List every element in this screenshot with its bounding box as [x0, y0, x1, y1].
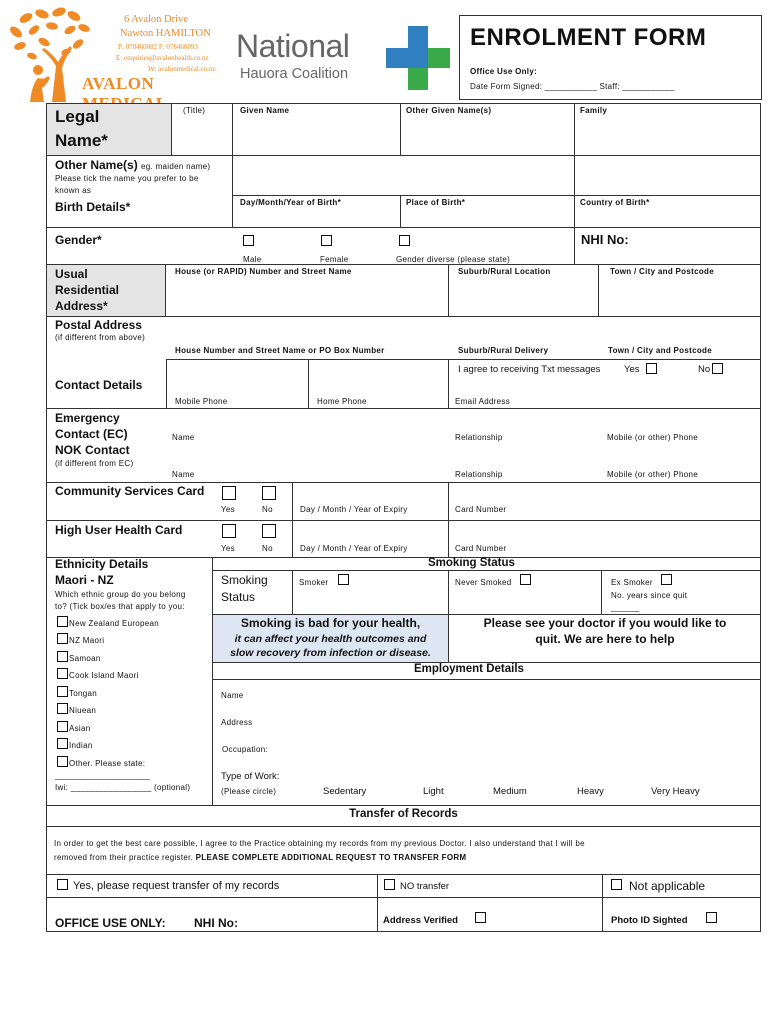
nok-relationship-label: Relationship [455, 470, 503, 479]
transfer-text-2 [54, 853, 466, 862]
eth-samoan-checkbox[interactable] [57, 651, 68, 662]
other-names-note-1: Please tick the name you prefer to be [55, 174, 199, 183]
emergency-label-3: NOK Contact [55, 443, 130, 457]
huhc-card-number-label: Card Number [455, 544, 507, 553]
nhc-name-2: Hauora Coalition [240, 66, 349, 82]
txt-no-label: No [698, 364, 711, 375]
other-names-hint: eg. maiden name) [141, 162, 211, 171]
eth-tongan-label: Tongan [69, 689, 98, 698]
csc-label: Community Services Card [55, 484, 205, 498]
nok-name-label: Name [172, 470, 195, 479]
email-label: Email Address [455, 397, 511, 406]
eth-samoan-label: Samoan [69, 654, 101, 663]
work-sedentary-option[interactable]: Sedentary [323, 786, 367, 797]
ethnicity-label: Ethnicity Details [55, 557, 149, 571]
transfer-text-2a: removed from their practice register. [54, 853, 196, 862]
country-of-birth-label: Country of Birth* [580, 198, 650, 207]
birth-details-label: Birth Details* [55, 200, 131, 214]
male-label: Male [243, 255, 262, 264]
clinic-address-2: Nawton HAMILTON [120, 28, 211, 39]
clinic-phone: P: 078460082 F: 078460093 [118, 43, 198, 51]
smoking-warning-3: slow recovery from infection or disease. [230, 647, 431, 659]
legal-name-label-2: Name* [55, 131, 108, 150]
please-circle-label: (Please circle) [221, 787, 277, 796]
residential-suburb-label: Suburb/Rural Location [458, 267, 551, 276]
csc-no-checkbox[interactable] [262, 486, 276, 500]
emergency-label-1: Emergency [55, 411, 120, 425]
clinic-email: E: enquiries@avalonhealth.co.nz [116, 54, 209, 62]
ex-smoker-label: Ex Smoker [611, 578, 653, 587]
gender-label: Gender* [55, 233, 102, 247]
never-smoked-label: Never Smoked [455, 578, 512, 587]
postal-house-label: House Number and Street Name or PO Box Number [175, 346, 385, 355]
mobile-phone-label: Mobile Phone [175, 397, 228, 406]
other-given-name-label: Other Given Name(s) [406, 106, 492, 115]
legal-name-label: Legal [55, 107, 100, 126]
address-verified-label: Address Verified [383, 915, 458, 926]
eth-niuean-label: Niuean [69, 706, 97, 715]
female-checkbox[interactable] [321, 235, 332, 246]
postal-note: (if different from above) [55, 333, 146, 342]
eth-nz-european-label: New Zealand European [69, 619, 160, 628]
transfer-na-label: Not applicable [629, 879, 706, 893]
date-signed-field[interactable]: Date Form Signed: ___________ Staff: ___________ [470, 82, 675, 91]
work-light-option[interactable]: Light [423, 786, 444, 797]
smoking-label-2: Status [221, 590, 256, 604]
huhc-expiry-label: Day / Month / Year of Expiry [300, 544, 408, 553]
photo-id-label: Photo ID Sighted [611, 915, 688, 926]
transfer-text-2b: PLEASE COMPLETE ADDITIONAL REQUEST TO TRANSFER FORM [195, 853, 467, 862]
csc-yes-label: Yes [221, 505, 235, 514]
nhi-label: NHI No: [581, 232, 629, 247]
work-very-heavy-option[interactable]: Very Heavy [651, 786, 700, 797]
ec-relationship-label: Relationship [455, 433, 503, 442]
txt-yes-checkbox[interactable] [646, 363, 657, 374]
huhc-no-label: No [262, 544, 273, 553]
office-use-only-label: OFFICE USE ONLY: [55, 916, 166, 930]
female-label: Female [320, 255, 349, 264]
huhc-no-checkbox[interactable] [262, 524, 276, 538]
see-doctor-1: Please see your doctor if you would like to [483, 616, 727, 630]
nhc-cross-icon [386, 26, 450, 92]
ec-mobile-label: Mobile (or other) Phone [607, 433, 698, 442]
residential-label-3: Address* [55, 299, 108, 313]
ec-name-label: Name [172, 433, 195, 442]
office-nhi-label: NHI No: [194, 916, 238, 930]
photo-id-checkbox[interactable] [706, 912, 717, 923]
csc-yes-checkbox[interactable] [222, 486, 236, 500]
office-use-label: Office Use Only: [470, 67, 538, 76]
eth-other-label: Other. Please state: [69, 759, 146, 768]
smoking-label-1: Smoking [221, 573, 268, 587]
eth-indian-checkbox[interactable] [57, 738, 68, 749]
smoker-checkbox[interactable] [338, 574, 349, 585]
transfer-na-checkbox[interactable] [611, 879, 622, 890]
years-since-quit-label: No. years since quit [611, 591, 688, 600]
maori-label: Maori - NZ [55, 573, 114, 587]
smoking-status-header: Smoking Status [428, 557, 515, 569]
clinic-web: W: avalonmedical.co.nz [148, 65, 216, 73]
eth-other-line[interactable]: ____________________ [55, 771, 150, 780]
occupation-label: Occupation: [222, 745, 268, 754]
ethnicity-question-2: to? (Tick box/es that apply to you: [55, 602, 185, 611]
place-of-birth-label: Place of Birth* [406, 198, 466, 207]
employment-header: Employment Details [414, 663, 524, 675]
txt-consent-label: I agree to receiving Txt messages [458, 364, 601, 375]
nok-note: (if different from EC) [55, 459, 134, 468]
employment-address-label: Address [221, 718, 253, 727]
txt-yes-label: Yes [624, 364, 640, 375]
smoking-warning-2: it can affect your health outcomes and [234, 633, 427, 645]
eth-indian-label: Indian [69, 741, 93, 750]
smoking-warning-1: Smoking is bad for your health, [240, 616, 421, 630]
work-heavy-option[interactable]: Heavy [577, 786, 604, 797]
residential-label-1: Usual [55, 267, 88, 281]
see-doctor-2: quit. We are here to help [535, 632, 675, 646]
transfer-yes-checkbox[interactable] [57, 879, 68, 890]
title-column-label: (Title) [183, 106, 206, 115]
years-since-quit-field[interactable]: ______ [611, 603, 640, 612]
nok-mobile-label: Mobile (or other) Phone [607, 470, 698, 479]
type-of-work-label: Type of Work: [221, 771, 280, 782]
given-name-label: Given Name [240, 106, 290, 115]
transfer-yes-label: Yes, please request transfer of my records [73, 880, 280, 892]
dob-label: Day/Month/Year of Birth* [240, 198, 341, 207]
smoker-label: Smoker [299, 578, 329, 587]
other-names-title: Other Name(s) [55, 158, 138, 172]
employment-name-label: Name [221, 691, 244, 700]
work-medium-option[interactable]: Medium [493, 786, 527, 797]
huhc-label: High User Health Card [55, 523, 183, 537]
transfer-text-1: In order to get the best care possible, I agree to the Practice obtaining my records from my previous Doctor. I also understand that I will be [54, 839, 585, 848]
eth-cook-island-checkbox[interactable] [57, 668, 68, 679]
eth-nz-european-checkbox[interactable] [57, 616, 68, 627]
address-verified-checkbox[interactable] [475, 912, 486, 923]
eth-niuean-checkbox[interactable] [57, 703, 68, 714]
ex-smoker-checkbox[interactable] [661, 574, 672, 585]
huhc-yes-checkbox[interactable] [222, 524, 236, 538]
transfer-no-label: NO transfer [400, 881, 450, 892]
csc-card-number-label: Card Number [455, 505, 507, 514]
gender-diverse-checkbox[interactable] [399, 235, 410, 246]
form-title: ENROLMENT FORM [470, 24, 707, 51]
other-names-note-2: known as [55, 186, 92, 195]
residential-label-2: Residential [55, 283, 120, 297]
gender-diverse-label: Gender diverse (please state) [396, 255, 511, 264]
clinic-name: AVALON [82, 74, 155, 93]
family-name-label: Family [580, 106, 608, 115]
home-phone-label: Home Phone [317, 397, 367, 406]
ethnicity-question-1: Which ethnic group do you belong [55, 590, 186, 599]
eth-cook-island-label: Cook Island Maori [69, 671, 139, 680]
nhc-logo [236, 28, 376, 88]
transfer-no-checkbox[interactable] [384, 879, 395, 890]
emergency-label-2: Contact (EC) [55, 427, 128, 441]
nhc-name-1: National [236, 28, 350, 64]
eth-nz-maori-label: NZ Maori [69, 636, 105, 645]
residential-house-label: House (or RAPID) Number and Street Name [175, 267, 352, 276]
eth-asian-checkbox[interactable] [57, 721, 68, 732]
contact-details-label: Contact Details [55, 378, 143, 392]
postal-address-label: Postal Address [55, 318, 142, 332]
postal-suburb-label: Suburb/Rural Delivery [458, 346, 549, 355]
huhc-yes-label: Yes [221, 544, 235, 553]
iwi-field[interactable]: Iwi: _________________ (optional) [55, 783, 191, 792]
eth-nz-maori-checkbox[interactable] [57, 633, 68, 644]
csc-expiry-label: Day / Month / Year of Expiry [300, 505, 408, 514]
residential-town-label: Town / City and Postcode [610, 267, 714, 276]
csc-no-label: No [262, 505, 273, 514]
male-checkbox[interactable] [243, 235, 254, 246]
eth-tongan-checkbox[interactable] [57, 686, 68, 697]
txt-no-checkbox[interactable] [712, 363, 723, 374]
clinic-address-1: 6 Avalon Drive [124, 14, 188, 25]
eth-asian-label: Asian [69, 724, 91, 733]
postal-town-label: Town / City and Postcode [608, 346, 712, 355]
other-names-label [55, 158, 210, 172]
never-smoked-checkbox[interactable] [520, 574, 531, 585]
eth-other-checkbox[interactable] [57, 756, 68, 767]
avalon-logo [4, 6, 234, 104]
transfer-header: Transfer of Records [349, 808, 458, 820]
